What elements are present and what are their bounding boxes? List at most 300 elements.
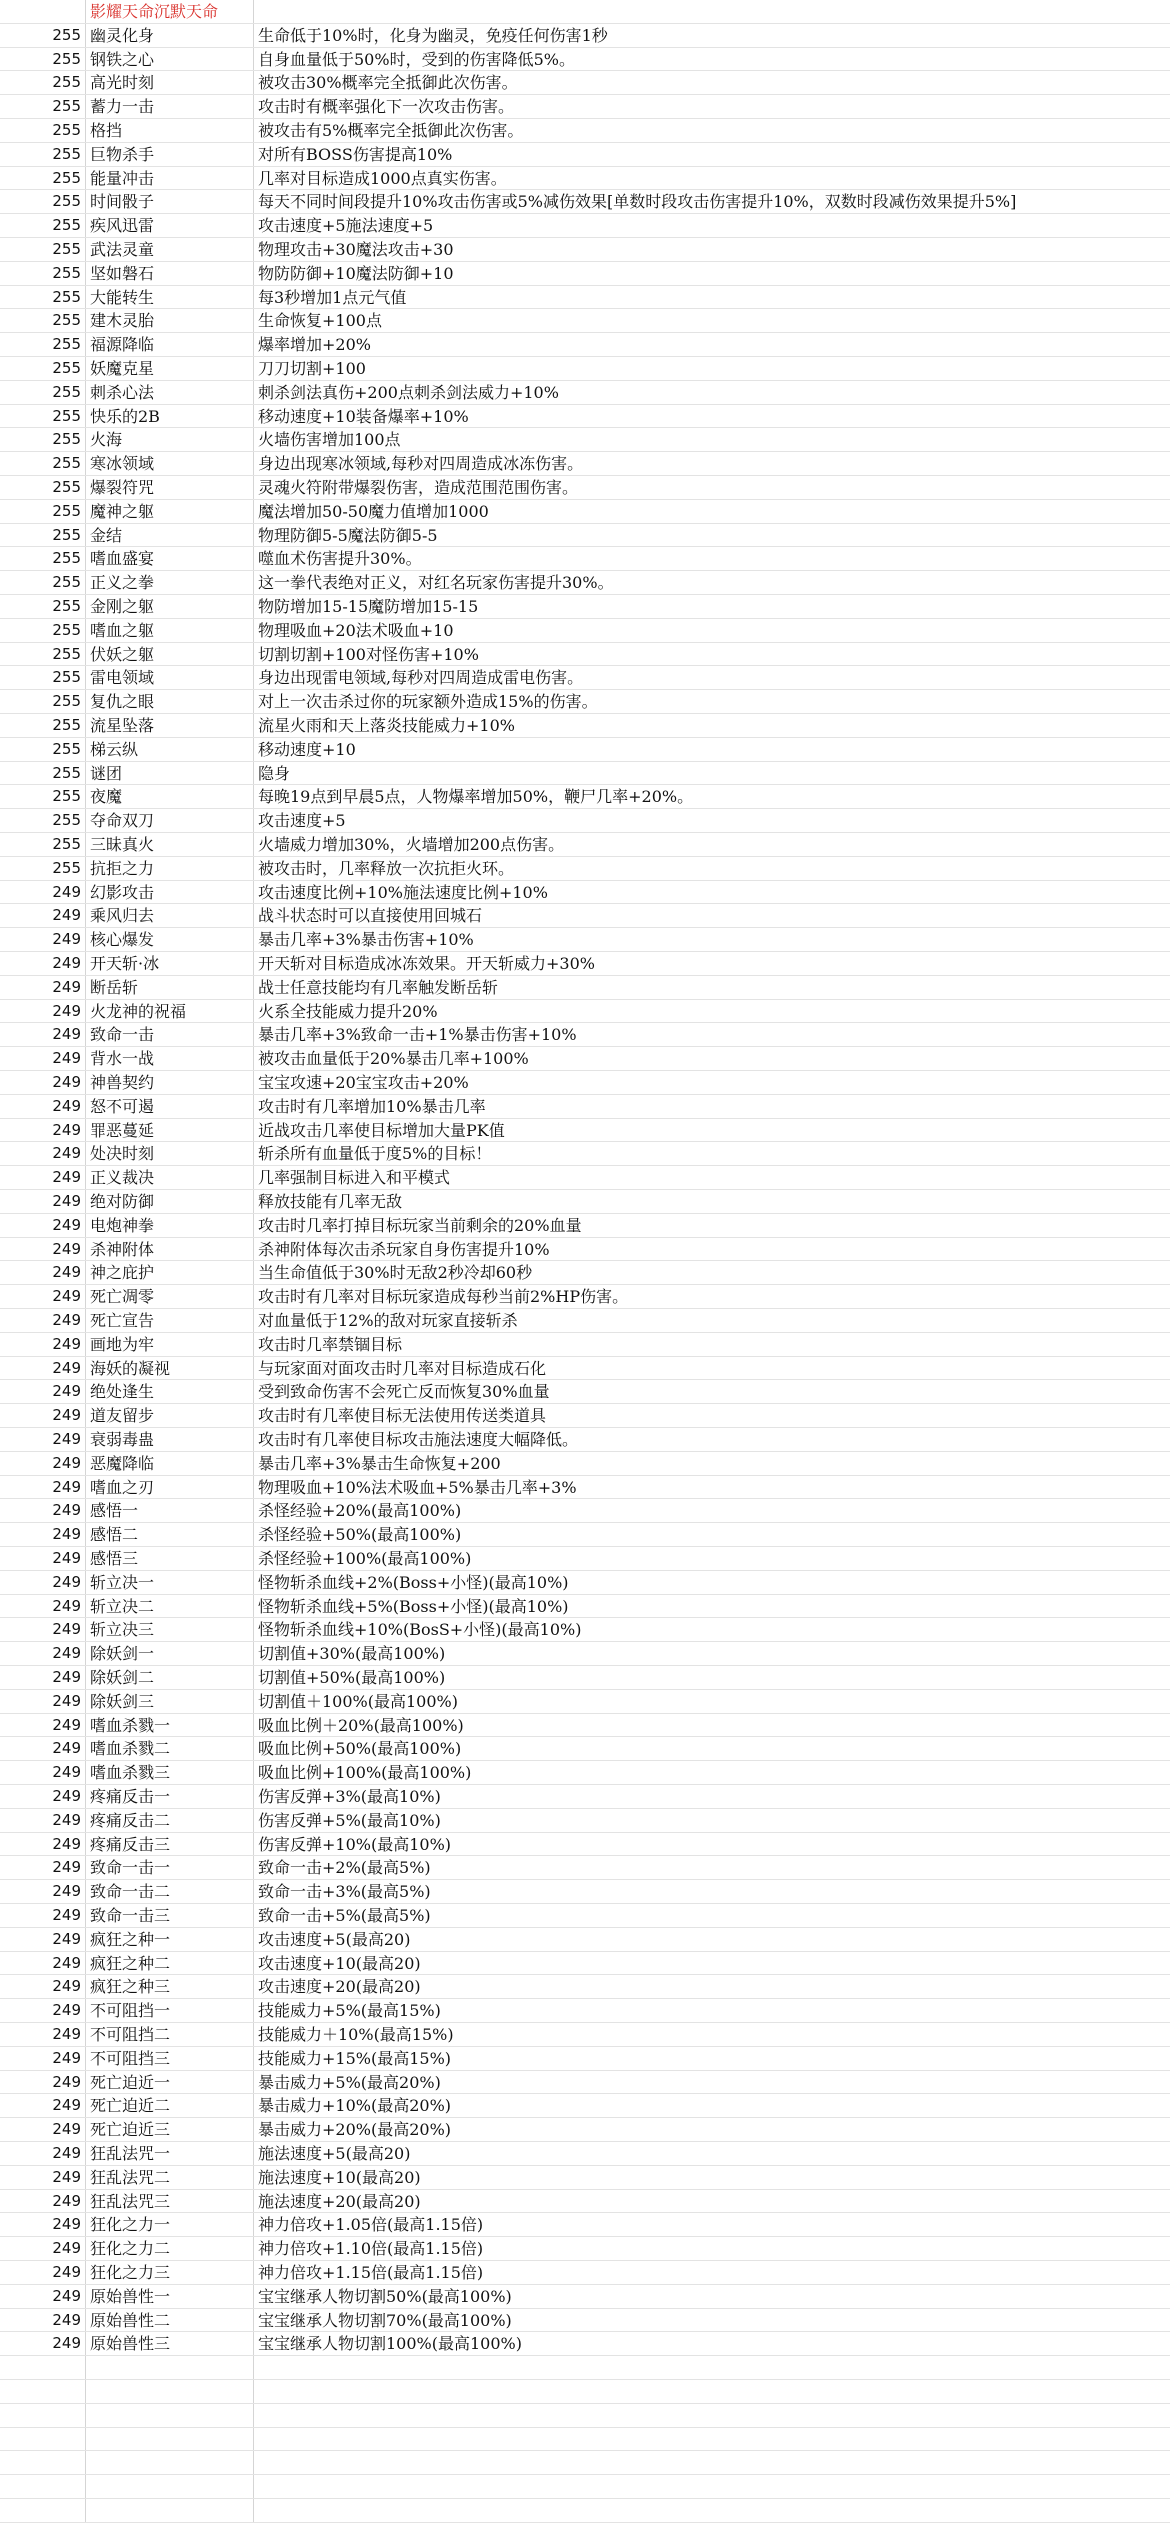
skill-name-cell[interactable]: 能量冲击 <box>86 167 254 190</box>
level-cell[interactable]: 249 <box>0 1404 86 1427</box>
skill-effect-cell[interactable]: 被攻击有5%概率完全抵御此次伤害。 <box>258 121 524 140</box>
empty-cell[interactable] <box>86 2356 254 2379</box>
skill-name-cell[interactable]: 嗜血盛宴 <box>86 547 254 570</box>
empty-cell[interactable] <box>86 2380 254 2403</box>
level-cell[interactable]: 255 <box>0 619 86 642</box>
skill-effect-cell[interactable]: 暴击威力+20%(最高20%) <box>258 2120 452 2140</box>
level-cell[interactable]: 249 <box>0 881 86 904</box>
skill-effect-cell[interactable]: 被攻击时，几率释放一次抗拒火环。 <box>258 858 515 878</box>
level-cell[interactable]: 249 <box>0 1095 86 1118</box>
skill-name-cell[interactable]: 伏妖之躯 <box>86 643 254 666</box>
level-cell[interactable]: 249 <box>0 2047 86 2070</box>
empty-cell[interactable] <box>0 2428 86 2451</box>
skill-effect-cell[interactable]: 火墙伤害增加100点 <box>258 430 401 450</box>
skill-effect-cell[interactable]: 战士任意技能均有几率触发断岳斩 <box>258 977 499 997</box>
level-cell[interactable]: 255 <box>0 643 86 666</box>
skill-effect-cell[interactable]: 宝宝继承人物切割50%(最高100%) <box>258 2286 512 2306</box>
skill-name-cell[interactable]: 斩立决一 <box>86 1571 254 1594</box>
empty-cell[interactable] <box>86 2451 254 2474</box>
skill-effect-cell[interactable]: 攻击速度+5 <box>258 811 346 831</box>
level-cell[interactable]: 255 <box>0 333 86 356</box>
skill-name-cell[interactable]: 狂乱法咒一 <box>86 2142 254 2165</box>
level-cell[interactable]: 249 <box>0 1999 86 2022</box>
skill-name-cell[interactable]: 处决时刻 <box>86 1142 254 1165</box>
skill-effect-cell[interactable]: 几率对目标造成1000点真实伤害。 <box>258 168 507 188</box>
level-cell[interactable]: 255 <box>0 428 86 451</box>
level-cell[interactable]: 249 <box>0 1285 86 1308</box>
skill-name-cell[interactable]: 除妖剑一 <box>86 1642 254 1665</box>
level-cell[interactable]: 249 <box>0 1214 86 1237</box>
skill-name-cell[interactable]: 复仇之眼 <box>86 690 254 713</box>
level-cell[interactable]: 249 <box>0 2094 86 2117</box>
skill-effect-cell[interactable]: 暴击几率+3%暴击伤害+10% <box>258 930 474 950</box>
skill-effect-cell[interactable]: 暴击威力+10%(最高20%) <box>258 2096 452 2116</box>
skill-effect-cell[interactable]: 斩杀所有血量低于度5%的目标！ <box>258 1144 492 1164</box>
skill-effect-cell[interactable]: 刀刀切割+100 <box>258 359 366 378</box>
skill-name-cell[interactable]: 核心爆发 <box>86 928 254 951</box>
level-cell[interactable]: 249 <box>0 1809 86 1832</box>
level-cell[interactable]: 255 <box>0 119 86 142</box>
level-cell[interactable]: 249 <box>0 1761 86 1784</box>
skill-effect-cell[interactable]: 杀怪经验+20%(最高100%) <box>258 1501 462 1521</box>
skill-effect-cell[interactable]: 技能威力＋10%(最高15%) <box>258 2025 454 2044</box>
skill-name-cell[interactable]: 建木灵胎 <box>86 309 254 332</box>
level-cell[interactable]: 255 <box>0 167 86 190</box>
skill-name-cell[interactable]: 断岳斩 <box>86 976 254 999</box>
skill-name-cell[interactable]: 开天斩·冰 <box>86 952 254 975</box>
skill-effect-cell[interactable]: 被攻击血量低于20%暴击几率+100% <box>258 1049 529 1069</box>
skill-effect-cell[interactable]: 几率强制目标进入和平模式 <box>258 1168 451 1188</box>
skill-effect-cell[interactable]: 技能威力+15%(最高15%) <box>258 2048 452 2068</box>
skill-name-cell[interactable]: 大能转生 <box>86 286 254 309</box>
level-cell[interactable]: 249 <box>0 1856 86 1879</box>
level-cell[interactable]: 255 <box>0 262 86 285</box>
level-cell[interactable]: 249 <box>0 2142 86 2165</box>
skill-effect-cell[interactable]: 切割值+30%(最高100%) <box>258 1644 446 1664</box>
skill-name-cell[interactable]: 抗拒之力 <box>86 857 254 880</box>
level-cell[interactable]: 255 <box>0 48 86 71</box>
level-cell[interactable]: 249 <box>0 2023 86 2046</box>
skill-effect-cell[interactable]: 每晚19点到早晨5点，人物爆率增加50%，鞭尸几率+20%。 <box>258 787 694 807</box>
skill-name-cell[interactable]: 电炮神拳 <box>86 1214 254 1237</box>
level-cell[interactable]: 249 <box>0 1333 86 1356</box>
skill-effect-cell[interactable]: 施法速度+10(最高20) <box>258 2167 421 2187</box>
level-cell[interactable]: 255 <box>0 571 86 594</box>
skill-effect-cell[interactable]: 近战攻击几率使目标增加大量PK值 <box>258 1120 505 1140</box>
skill-effect-cell[interactable]: 噬血术伤害提升30%。 <box>258 549 422 569</box>
skill-name-cell[interactable]: 三昧真火 <box>86 833 254 856</box>
skill-effect-cell[interactable]: 切割值＋100%(最高100%) <box>258 1691 458 1711</box>
skill-effect-cell[interactable]: 物理吸血+20法术吸血+10 <box>258 620 454 640</box>
skill-name-cell[interactable]: 爆裂符咒 <box>86 476 254 499</box>
skill-name-cell[interactable]: 原始兽性二 <box>86 2309 254 2332</box>
level-cell[interactable]: 255 <box>0 547 86 570</box>
skill-name-cell[interactable]: 死亡凋零 <box>86 1285 254 1308</box>
level-cell[interactable]: 249 <box>0 1785 86 1808</box>
level-cell[interactable]: 255 <box>0 381 86 404</box>
skill-name-cell[interactable]: 疼痛反击二 <box>86 1809 254 1832</box>
level-cell[interactable]: 249 <box>0 1928 86 1951</box>
skill-name-cell[interactable]: 金刚之躯 <box>86 595 254 618</box>
skill-name-cell[interactable]: 疯狂之种二 <box>86 1952 254 1975</box>
skill-name-cell[interactable]: 道友留步 <box>86 1404 254 1427</box>
skill-name-cell[interactable]: 嗜血之刃 <box>86 1476 254 1499</box>
level-cell[interactable]: 255 <box>0 857 86 880</box>
level-cell[interactable]: 255 <box>0 524 86 547</box>
skill-name-cell[interactable]: 魔神之躯 <box>86 500 254 523</box>
skill-effect-cell[interactable]: 爆率增加+20% <box>258 335 371 355</box>
skill-name-cell[interactable]: 疾风迅雷 <box>86 214 254 237</box>
level-cell[interactable]: 249 <box>0 1166 86 1189</box>
skill-effect-cell[interactable]: 火系全技能威力提升20% <box>258 1001 438 1021</box>
skill-name-cell[interactable]: 死亡宣告 <box>86 1309 254 1332</box>
level-cell[interactable]: 255 <box>0 238 86 261</box>
level-cell[interactable]: 249 <box>0 1238 86 1261</box>
empty-cell[interactable] <box>0 2475 86 2498</box>
skill-effect-cell[interactable]: 流星火雨和天上落炎技能威力+10% <box>258 716 515 735</box>
skill-name-cell[interactable]: 原始兽性一 <box>86 2285 254 2308</box>
empty-cell[interactable] <box>254 2475 1170 2498</box>
skill-name-cell[interactable]: 不可阻挡三 <box>86 2047 254 2070</box>
skill-effect-cell[interactable]: 致命一击+2%(最高5%) <box>258 1858 431 1878</box>
skill-name-cell[interactable]: 夜魔 <box>86 785 254 808</box>
skill-effect-cell[interactable]: 物防防御+10魔法防御+10 <box>258 263 454 283</box>
skill-effect-cell[interactable]: 刺杀剑法真伤+200点刺杀剑法威力+10% <box>258 382 559 402</box>
skill-effect-cell[interactable]: 暴击几率+3%致命一击+1%暴击伤害+10% <box>258 1025 577 1045</box>
level-cell[interactable]: 249 <box>0 2118 86 2141</box>
skill-name-cell[interactable]: 幻影攻击 <box>86 881 254 904</box>
skill-effect-cell[interactable]: 神力倍攻+1.05倍(最高1.15倍) <box>258 2215 484 2235</box>
level-cell[interactable]: 255 <box>0 357 86 380</box>
skill-name-cell[interactable]: 嗜血之躯 <box>86 619 254 642</box>
skill-effect-cell[interactable]: 宝宝攻速+20宝宝攻击+20% <box>258 1073 469 1092</box>
skill-name-cell[interactable]: 斩立决三 <box>86 1618 254 1641</box>
skill-name-cell[interactable]: 不可阻挡一 <box>86 1999 254 2022</box>
level-cell[interactable]: 249 <box>0 1476 86 1499</box>
skill-name-cell[interactable]: 狂化之力二 <box>86 2237 254 2260</box>
level-cell[interactable]: 249 <box>0 1000 86 1023</box>
empty-cell[interactable] <box>0 2404 86 2427</box>
skill-effect-cell[interactable]: 杀神附体每次击杀玩家自身伤害提升10% <box>258 1239 550 1259</box>
skill-effect-cell[interactable]: 物理防御5-5魔法防御5-5 <box>258 525 438 545</box>
skill-effect-cell[interactable]: 切割值+50%(最高100%) <box>258 1668 446 1687</box>
level-cell[interactable]: 255 <box>0 666 86 689</box>
skill-effect-cell[interactable]: 身边出现雷电领域,每秒对四周造成雷电伤害。 <box>258 668 584 688</box>
skill-name-cell[interactable]: 感悟三 <box>86 1547 254 1570</box>
level-cell[interactable]: 249 <box>0 1452 86 1475</box>
skill-name-cell[interactable]: 寒冰领域 <box>86 452 254 475</box>
level-cell[interactable]: 249 <box>0 1190 86 1213</box>
skill-name-cell[interactable]: 死亡迫近一 <box>86 2071 254 2094</box>
skill-name-cell[interactable]: 背水一战 <box>86 1047 254 1070</box>
level-cell[interactable]: 255 <box>0 500 86 523</box>
level-cell[interactable]: 249 <box>0 1571 86 1594</box>
level-cell[interactable]: 249 <box>0 2190 86 2213</box>
level-cell[interactable]: 249 <box>0 2332 86 2355</box>
level-cell[interactable]: 249 <box>0 1380 86 1403</box>
empty-cell[interactable] <box>0 2451 86 2474</box>
skill-effect-cell[interactable]: 致命一击+3%(最高5%) <box>258 1882 431 1902</box>
skill-effect-cell[interactable]: 释放技能有几率无敌 <box>258 1192 403 1211</box>
skill-effect-cell[interactable]: 致命一击+5%(最高5%) <box>258 1906 431 1925</box>
level-cell[interactable]: 249 <box>0 928 86 951</box>
skill-name-cell[interactable]: 乘风归去 <box>86 904 254 927</box>
empty-cell[interactable] <box>254 2499 1170 2522</box>
level-cell[interactable]: 249 <box>0 1523 86 1546</box>
skill-effect-cell[interactable]: 每3秒增加1点元气值 <box>258 287 407 307</box>
skill-effect-cell[interactable]: 每天不同时间段提升10%攻击伤害或5%减伤效果[单数时段攻击伤害提升10%，双数时段减伤效果提升5%] <box>258 192 1017 212</box>
skill-effect-cell[interactable]: 神力倍攻+1.10倍(最高1.15倍) <box>258 2239 484 2259</box>
skill-effect-cell[interactable]: 怪物斩杀血线+2%(Boss+小怪)(最高10%) <box>258 1572 569 1592</box>
skill-name-cell[interactable]: 流星坠落 <box>86 714 254 737</box>
skill-effect-cell[interactable]: 火墙威力增加30%，火墙增加200点伤害。 <box>258 835 565 854</box>
skill-effect-cell[interactable]: 物理吸血+10%法术吸血+5%暴击几率+3% <box>258 1477 577 1497</box>
level-cell[interactable]: 249 <box>0 1975 86 1998</box>
skill-name-cell[interactable]: 妖魔克星 <box>86 357 254 380</box>
level-cell[interactable]: 255 <box>0 476 86 499</box>
skill-effect-cell[interactable]: 被攻击30%概率完全抵御此次伤害。 <box>258 73 518 93</box>
skill-effect-cell[interactable]: 移动速度+10装备爆率+10% <box>258 406 469 426</box>
skill-effect-cell[interactable]: 物理攻击+30魔法攻击+30 <box>258 240 454 259</box>
skill-effect-cell[interactable]: 攻击时有几率使目标攻击施法速度大幅降低。 <box>258 1430 579 1449</box>
empty-cell[interactable] <box>254 2404 1170 2427</box>
skill-effect-cell[interactable]: 怪物斩杀血线+5%(Boss+小怪)(最高10%) <box>258 1596 569 1616</box>
level-cell[interactable]: 255 <box>0 785 86 808</box>
skill-name-cell[interactable]: 疯狂之种一 <box>86 1928 254 1951</box>
level-cell[interactable]: 249 <box>0 1904 86 1927</box>
empty-cell[interactable] <box>86 2499 254 2522</box>
skill-effect-cell[interactable]: 攻击速度+5施法速度+5 <box>258 216 434 236</box>
skill-effect-cell[interactable]: 攻击速度+10(最高20) <box>258 1953 421 1973</box>
level-cell[interactable]: 249 <box>0 2071 86 2094</box>
level-cell[interactable]: 249 <box>0 904 86 927</box>
level-cell[interactable]: 249 <box>0 1595 86 1618</box>
skill-effect-cell[interactable]: 与玩家面对面攻击时几率对目标造成石化 <box>258 1358 547 1378</box>
skill-name-cell[interactable]: 绝处逢生 <box>86 1380 254 1403</box>
skill-name-cell[interactable]: 绝对防御 <box>86 1190 254 1213</box>
skill-effect-cell[interactable]: 生命低于10%时，化身为幽灵，免疫任何伤害1秒 <box>258 25 608 45</box>
level-cell[interactable]: 255 <box>0 762 86 785</box>
skill-effect-cell[interactable]: 攻击速度比例+10%施法速度比例+10% <box>258 882 548 902</box>
skill-name-cell[interactable]: 死亡迫近三 <box>86 2118 254 2141</box>
level-cell[interactable]: 249 <box>0 2285 86 2308</box>
empty-cell[interactable] <box>0 2356 86 2379</box>
level-cell[interactable]: 249 <box>0 1547 86 1570</box>
skill-name-cell[interactable]: 致命一击一 <box>86 1856 254 1879</box>
skill-name-cell[interactable]: 恶魔降临 <box>86 1452 254 1475</box>
level-cell[interactable]: 249 <box>0 1880 86 1903</box>
level-cell[interactable]: 249 <box>0 1690 86 1713</box>
skill-name-cell[interactable]: 嗜血杀戮二 <box>86 1737 254 1760</box>
skill-effect-cell[interactable]: 攻击时几率禁锢目标 <box>258 1334 403 1354</box>
level-cell[interactable]: 249 <box>0 1428 86 1451</box>
level-cell[interactable]: 249 <box>0 1666 86 1689</box>
skill-name-cell[interactable]: 原始兽性三 <box>86 2332 254 2355</box>
skill-name-cell[interactable]: 感悟一 <box>86 1499 254 1522</box>
skill-effect-cell[interactable]: 吸血比例+100%(最高100%) <box>258 1763 472 1783</box>
skill-effect-cell[interactable]: 攻击时有几率使目标无法使用传送类道具 <box>258 1406 547 1426</box>
level-cell[interactable]: 255 <box>0 309 86 332</box>
header-desc-cell[interactable] <box>254 0 1170 23</box>
skill-name-cell[interactable]: 杀神附体 <box>86 1238 254 1261</box>
skill-name-cell[interactable]: 巨物杀手 <box>86 143 254 166</box>
skill-effect-cell[interactable]: 攻击速度+5(最高20) <box>258 1929 411 1949</box>
level-cell[interactable]: 249 <box>0 2237 86 2260</box>
empty-cell[interactable] <box>0 2499 86 2522</box>
skill-name-cell[interactable]: 除妖剑三 <box>86 1690 254 1713</box>
skill-name-cell[interactable]: 坚如磐石 <box>86 262 254 285</box>
skill-effect-cell[interactable]: 攻击时有几率对目标玩家造成每秒当前2%HP伤害。 <box>258 1287 629 1307</box>
skill-name-cell[interactable]: 幽灵化身 <box>86 24 254 47</box>
skill-effect-cell[interactable]: 这一拳代表绝对正义，对红名玩家伤害提升30%。 <box>258 573 614 593</box>
skill-name-cell[interactable]: 怒不可遏 <box>86 1095 254 1118</box>
skill-effect-cell[interactable]: 暴击威力+5%(最高20%) <box>258 2072 441 2092</box>
skill-name-cell[interactable]: 狂化之力三 <box>86 2261 254 2284</box>
skill-name-cell[interactable]: 时间骰子 <box>86 190 254 213</box>
empty-cell[interactable] <box>254 2451 1170 2474</box>
level-cell[interactable]: 249 <box>0 1309 86 1332</box>
skill-effect-cell[interactable]: 施法速度+5(最高20) <box>258 2144 411 2163</box>
skill-effect-cell[interactable]: 灵魂火符附带爆裂伤害，造成范围范围伤害。 <box>258 478 579 497</box>
level-cell[interactable]: 255 <box>0 405 86 428</box>
skill-effect-cell[interactable]: 神力倍攻+1.15倍(最高1.15倍) <box>258 2263 484 2282</box>
empty-cell[interactable] <box>86 2404 254 2427</box>
empty-cell[interactable] <box>86 2428 254 2451</box>
skill-effect-cell[interactable]: 吸血比例＋20%(最高100%) <box>258 1715 464 1735</box>
skill-effect-cell[interactable]: 怪物斩杀血线+10%(BosS+小怪)(最高10%) <box>258 1620 582 1640</box>
skill-name-cell[interactable]: 梯云纵 <box>86 738 254 761</box>
skill-name-cell[interactable]: 死亡迫近二 <box>86 2094 254 2117</box>
skill-name-cell[interactable]: 正义裁决 <box>86 1166 254 1189</box>
skill-name-cell[interactable]: 疯狂之种三 <box>86 1975 254 1998</box>
skill-name-cell[interactable]: 狂化之力一 <box>86 2213 254 2236</box>
skill-effect-cell[interactable]: 切割切割+100对怪伤害+10% <box>258 644 479 664</box>
skill-name-cell[interactable]: 快乐的2B <box>86 405 254 428</box>
level-cell[interactable]: 249 <box>0 1833 86 1856</box>
skill-name-cell[interactable]: 疼痛反击一 <box>86 1785 254 1808</box>
skill-name-cell[interactable]: 除妖剑二 <box>86 1666 254 1689</box>
skill-effect-cell[interactable]: 施法速度+20(最高20) <box>258 2191 421 2211</box>
sheet-title-cell[interactable]: 影耀天命沉默天命 <box>86 0 254 23</box>
skill-effect-cell[interactable]: 伤害反弹+5%(最高10%) <box>258 1810 441 1830</box>
skill-name-cell[interactable]: 感悟二 <box>86 1523 254 1546</box>
level-cell[interactable]: 255 <box>0 690 86 713</box>
skill-name-cell[interactable]: 海妖的凝视 <box>86 1357 254 1380</box>
skill-effect-cell[interactable]: 隐身 <box>258 763 291 783</box>
skill-name-cell[interactable]: 画地为牢 <box>86 1333 254 1356</box>
skill-name-cell[interactable]: 狂乱法咒二 <box>86 2166 254 2189</box>
skill-effect-cell[interactable]: 攻击时有几率增加10%暴击几率 <box>258 1096 486 1116</box>
level-cell[interactable]: 255 <box>0 24 86 47</box>
skill-name-cell[interactable]: 火海 <box>86 428 254 451</box>
level-cell[interactable]: 255 <box>0 214 86 237</box>
skill-effect-cell[interactable]: 攻击速度+20(最高20) <box>258 1977 421 1997</box>
skill-effect-cell[interactable]: 攻击时几率打掉目标玩家当前剩余的20%血量 <box>258 1215 582 1235</box>
level-cell[interactable]: 249 <box>0 2309 86 2332</box>
empty-cell[interactable] <box>0 2380 86 2403</box>
skill-effect-cell[interactable]: 杀怪经验+50%(最高100%) <box>258 1525 462 1545</box>
skill-name-cell[interactable]: 致命一击三 <box>86 1904 254 1927</box>
skill-effect-cell[interactable]: 自身血量低于50%时，受到的伤害降低5%。 <box>258 49 575 69</box>
level-cell[interactable]: 249 <box>0 1737 86 1760</box>
level-cell[interactable]: 255 <box>0 809 86 832</box>
skill-name-cell[interactable]: 罪恶蔓延 <box>86 1119 254 1142</box>
level-cell[interactable]: 249 <box>0 952 86 975</box>
empty-cell[interactable] <box>254 2356 1170 2379</box>
level-cell[interactable]: 255 <box>0 95 86 118</box>
level-cell[interactable]: 249 <box>0 1714 86 1737</box>
skill-name-cell[interactable]: 致命一击 <box>86 1023 254 1046</box>
skill-effect-cell[interactable]: 身边出现寒冰领域,每秒对四周造成冰冻伤害。 <box>258 454 584 474</box>
empty-cell[interactable] <box>86 2475 254 2498</box>
skill-effect-cell[interactable]: 宝宝继承人物切割70%(最高100%) <box>258 2310 512 2330</box>
skill-name-cell[interactable]: 高光时刻 <box>86 71 254 94</box>
level-cell[interactable]: 249 <box>0 1357 86 1380</box>
skill-effect-cell[interactable]: 物防增加15-15魔防增加15-15 <box>258 597 479 616</box>
level-cell[interactable]: 249 <box>0 1119 86 1142</box>
level-cell[interactable]: 249 <box>0 1952 86 1975</box>
level-cell[interactable]: 249 <box>0 2261 86 2284</box>
skill-effect-cell[interactable]: 受到致命伤害不会死亡反而恢复30%血量 <box>258 1382 550 1402</box>
level-cell[interactable]: 255 <box>0 738 86 761</box>
skill-effect-cell[interactable]: 开天斩对目标造成冰冻效果。开天斩威力+30% <box>258 954 595 973</box>
skill-effect-cell[interactable]: 技能威力+5%(最高15%) <box>258 2001 441 2021</box>
level-cell[interactable]: 255 <box>0 595 86 618</box>
level-cell[interactable]: 249 <box>0 1071 86 1094</box>
skill-name-cell[interactable]: 夺命双刀 <box>86 809 254 832</box>
skill-name-cell[interactable]: 金结 <box>86 524 254 547</box>
skill-name-cell[interactable]: 衰弱毒蛊 <box>86 1428 254 1451</box>
skill-name-cell[interactable]: 狂乱法咒三 <box>86 2190 254 2213</box>
skill-effect-cell[interactable]: 生命恢复+100点 <box>258 311 382 331</box>
skill-name-cell[interactable]: 武法灵童 <box>86 238 254 261</box>
skill-effect-cell[interactable]: 对所有BOSS伤害提高10% <box>258 144 453 164</box>
skill-effect-cell[interactable]: 伤害反弹+3%(最高10%) <box>258 1787 441 1806</box>
skill-effect-cell[interactable]: 魔法增加50-50魔力值增加1000 <box>258 501 489 521</box>
level-cell[interactable]: 255 <box>0 143 86 166</box>
level-cell[interactable]: 249 <box>0 1023 86 1046</box>
level-cell[interactable]: 249 <box>0 1642 86 1665</box>
level-cell[interactable]: 255 <box>0 833 86 856</box>
skill-effect-cell[interactable]: 战斗状态时可以直接使用回城石 <box>258 906 483 926</box>
skill-name-cell[interactable]: 格挡 <box>86 119 254 142</box>
skill-name-cell[interactable]: 嗜血杀戮三 <box>86 1761 254 1784</box>
level-cell[interactable]: 249 <box>0 1142 86 1165</box>
skill-effect-cell[interactable]: 对血量低于12%的敌对玩家直接斩杀 <box>258 1311 518 1330</box>
skill-name-cell[interactable]: 谜团 <box>86 762 254 785</box>
empty-cell[interactable] <box>254 2428 1170 2451</box>
header-id-cell[interactable] <box>0 0 86 23</box>
skill-name-cell[interactable]: 斩立决二 <box>86 1595 254 1618</box>
level-cell[interactable]: 249 <box>0 1261 86 1284</box>
skill-name-cell[interactable]: 钢铁之心 <box>86 48 254 71</box>
skill-name-cell[interactable]: 蓄力一击 <box>86 95 254 118</box>
skill-name-cell[interactable]: 神之庇护 <box>86 1261 254 1284</box>
level-cell[interactable]: 249 <box>0 1618 86 1641</box>
skill-effect-cell[interactable]: 暴击几率+3%暴击生命恢复+200 <box>258 1453 501 1473</box>
level-cell[interactable]: 249 <box>0 1047 86 1070</box>
level-cell[interactable]: 255 <box>0 286 86 309</box>
skill-effect-cell[interactable]: 杀怪经验+100%(最高100%) <box>258 1549 472 1568</box>
level-cell[interactable]: 255 <box>0 714 86 737</box>
skill-effect-cell[interactable]: 攻击时有概率强化下一次攻击伤害。 <box>258 97 515 117</box>
level-cell[interactable]: 249 <box>0 2213 86 2236</box>
skill-name-cell[interactable]: 疼痛反击三 <box>86 1833 254 1856</box>
skill-name-cell[interactable]: 火龙神的祝福 <box>86 1000 254 1023</box>
skill-name-cell[interactable]: 致命一击二 <box>86 1880 254 1903</box>
skill-effect-cell[interactable]: 宝宝继承人物切割100%(最高100%) <box>258 2334 522 2354</box>
level-cell[interactable]: 249 <box>0 976 86 999</box>
